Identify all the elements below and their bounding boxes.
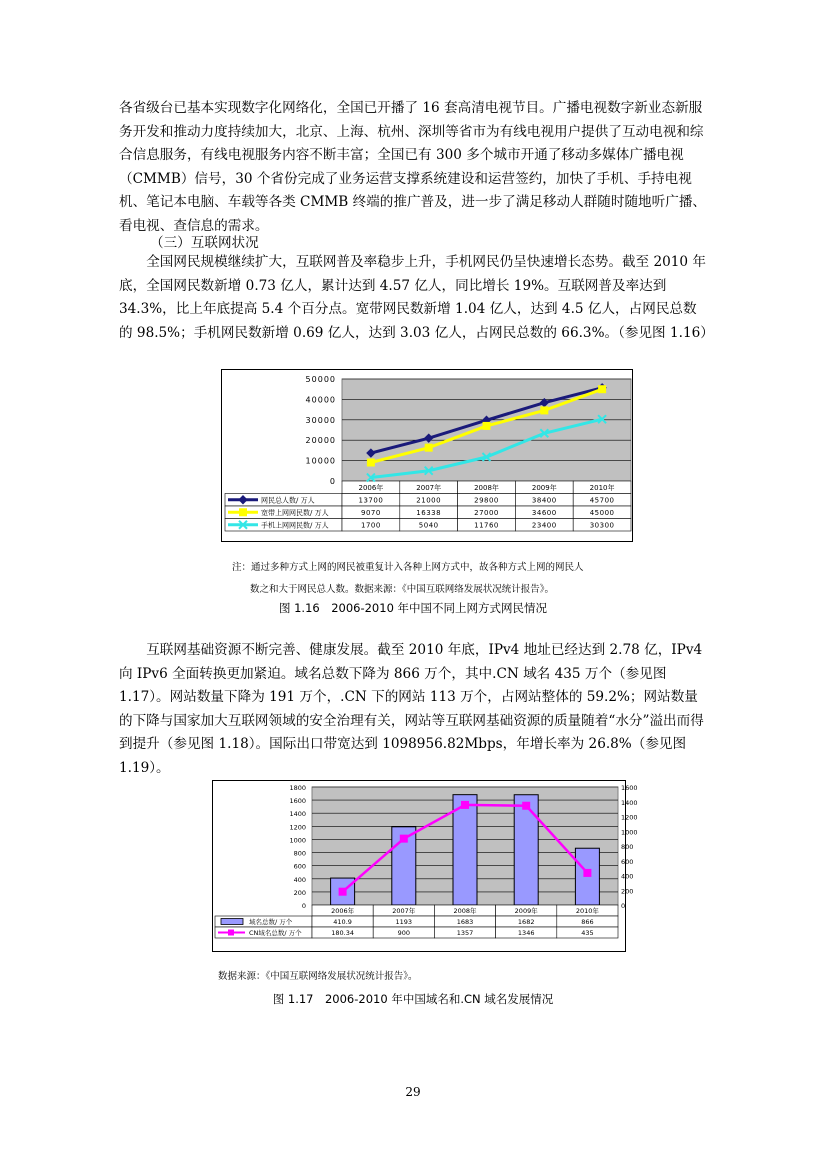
chart1-data-point — [599, 386, 606, 393]
chart2-y-tick-label: 800 — [293, 849, 306, 858]
chart1-legend-label: 宽带上网网民数/ 万人 — [261, 509, 329, 517]
chart1-x-tick-label: 2007年 — [416, 484, 442, 492]
chart2-x-tick-label: 2008年 — [453, 907, 477, 915]
chart2-y2-tick-label: 400 — [621, 872, 634, 881]
chart1-x-tick-label: 2008年 — [474, 484, 499, 492]
chart2-data-point — [339, 888, 347, 896]
chart2-x-tick-label: 2006年 — [331, 907, 355, 915]
chart2-y2-tick-label: 600 — [621, 857, 634, 866]
chart2-y-tick-label: 0 — [301, 902, 306, 910]
chart2-legend-label: CN域名总数/ 万个 — [249, 929, 302, 937]
chart2-y-tick-label: 1200 — [289, 823, 306, 832]
chart1-legend-label: 手机上网网民数/ 万人 — [261, 521, 329, 530]
chart2-table-value: 410.9 — [333, 918, 352, 926]
chart1-data-point — [541, 407, 548, 414]
chart1-table-value: 11760 — [474, 521, 499, 530]
chart1-table-value: 23400 — [531, 521, 557, 530]
chart2-y2-tick-label: 800 — [621, 843, 634, 851]
chart2-legend-label: 域名总数/ 万个 — [249, 918, 293, 926]
chart1-table-value: 1700 — [360, 521, 381, 530]
figure1-caption: 图 1.16 2006-2010 年中国不同上网方式网民情况 — [278, 601, 548, 615]
chart2-data-point — [522, 802, 530, 810]
chart2-legend-marker — [228, 930, 234, 936]
chart2-y-tick-label: 200 — [293, 888, 306, 897]
chart2-table-value: 435 — [581, 929, 594, 937]
page-number: 29 — [405, 1085, 421, 1099]
figure1-note-line2: 数之和大于网民总人数。数据来源：《中国互联网络发展状况统计报告》。 — [250, 584, 555, 595]
chart2-y2-tick-label: 200 — [621, 887, 634, 896]
chart2-y-tick-label: 1400 — [289, 810, 306, 819]
chart1-table-value: 29800 — [474, 496, 499, 505]
chart2-y-tick-label: 600 — [293, 862, 306, 871]
chart2-data-point — [400, 835, 408, 843]
chart2-x-tick-label: 2010年 — [575, 907, 599, 915]
chart2-table-value: 1346 — [517, 929, 535, 937]
chart2-table-value: 1682 — [517, 918, 535, 926]
chart2-y-tick-label: 1600 — [289, 797, 306, 806]
chart2-y2-tick-label: 1200 — [621, 813, 638, 822]
chart2-table-value: 900 — [397, 929, 411, 937]
chart1-y-tick-label: 30000 — [305, 415, 336, 425]
chart2-y2-tick-label: 1600 — [621, 784, 638, 792]
chart2-x-tick-label: 2007年 — [392, 907, 416, 915]
figure2-caption: 图 1.17 2006-2010 年中国域名和.CN 域名发展情况 — [272, 992, 554, 1006]
chart1-x-tick-label: 2010年 — [589, 484, 615, 492]
chart1-x-tick-label: 2006年 — [358, 484, 384, 492]
chart2-table-value: 866 — [581, 918, 594, 926]
chart2-data-point — [461, 801, 469, 809]
chart1-table-value: 30300 — [589, 521, 615, 530]
chart1-y-tick-label: 40000 — [305, 395, 336, 405]
chart1-table-value: 38400 — [531, 496, 557, 505]
chart-internet-users — [221, 369, 633, 542]
chart1-table-value: 45000 — [589, 509, 615, 517]
paragraph-2 — [119, 251, 714, 345]
section-heading: （三）互联网状况 — [150, 235, 259, 251]
paragraph-3-text: 互联网基础资源不断完善、健康发展。截至 2010 年底，IPv4 地址已经达到 2.78 亿，IPv4 向 IPv6 全面转换更加紧迫。域名总数下降为 866 万个，其中.CN 域名 435 万个（参见图 1.17）。网站数量下降为 191 万个，.CN 下的网站 113 万个，占网站整体的 59.2%；网站数量的下降与国家加大互联网领域的安全治理有关，网站等互联网基础资源的质量随着“水分”溢出而得到提升（参见图 1.18）。国际出口带宽达到 1098956.82Mbps，年增长率为 26.8%（参见图 1.19）。 — [119, 642, 704, 776]
chart1-table-value: 27000 — [474, 509, 499, 517]
chart2-bar — [514, 795, 538, 905]
chart1-y-tick-label: 50000 — [305, 375, 336, 384]
chart1-table-value: 13700 — [358, 496, 384, 505]
chart2-y-tick-label: 400 — [293, 875, 306, 884]
paragraph-1 — [119, 97, 709, 238]
chart1-table-value: 9070 — [360, 509, 381, 517]
chart1-legend-label: 网民总人数/ 万人 — [261, 496, 315, 505]
paragraph-1-text: 各省级台已基本实现数字化网络化，全国已开播了 16 套高清电视节目。广播电视数字新业态新服务开发和推动力度持续加大，北京、上海、杭州、深圳等省市为有线电视用户提供了互动电视和综合信息服务，有线电视服务内容不断丰富；全国已有 300 多个城市开通了移动多媒体广播电视（CMMB）信号，30 个省份完成了业务运营支撑系统建设和运营签约，加快了手机、手持电视机、笔记本电脑、车载等各类 CMMB 终端的推广普及，进一步了满足移动人群随时随地听广播、看电视、查信息的需求。 — [119, 100, 707, 234]
chart1-table-value: 16338 — [416, 509, 442, 517]
chart2-table-value: 1357 — [456, 929, 474, 937]
chart2-table-value: 180.34 — [331, 929, 354, 937]
chart1-x-tick-label: 2009年 — [531, 484, 557, 492]
chart2-y-tick-label: 1000 — [289, 836, 306, 845]
chart1-table-value: 5040 — [418, 521, 439, 530]
chart2-legend-swatch — [221, 919, 243, 925]
chart-domain-names — [212, 780, 638, 952]
chart1-data-point — [483, 422, 490, 429]
chart2-data-point — [583, 869, 591, 877]
chart1-y-tick-label: 10000 — [305, 456, 336, 466]
chart1-legend-marker — [240, 509, 247, 516]
chart2-table-value: 1193 — [395, 918, 413, 926]
chart1-table-value: 34600 — [531, 509, 557, 517]
figure2-source: 数据来源：《中国互联网络发展状况统计报告》。 — [218, 971, 418, 982]
chart2-y-tick-label: 1800 — [289, 784, 306, 792]
chart1-table-value: 45700 — [589, 496, 615, 505]
paragraph-2-text: 全国网民规模继续扩大，互联网普及率稳步上升，手机网民仍呈快速增长态势。截至 2010 年底，全国网民数新增 0.73 亿人，累计达到 4.57 亿人，同比增长 19%。互联网普及率达到 34.3%，比上年底提高 5.4 个百分点。宽带网民数新增 1.04 亿人，达到 4.5 亿人，占网民总数的 98.5%；手机网民数新增 0.69 亿人，达到 3.03 亿人，占网民总数的 66.3%。（参见图 1.16） — [119, 254, 714, 341]
chart1-data-point — [425, 444, 432, 451]
chart1-table-value: 21000 — [416, 496, 442, 505]
chart2-table-value: 1683 — [456, 918, 474, 926]
chart2-y2-tick-label: 1400 — [621, 798, 638, 807]
chart2-x-tick-label: 2009年 — [514, 907, 538, 915]
chart2-y2-tick-label: 0 — [621, 902, 626, 910]
chart1-y-tick-label: 0 — [329, 477, 336, 486]
chart2-bar — [453, 795, 477, 905]
paragraph-3 — [119, 639, 709, 780]
chart1-data-point — [367, 459, 374, 466]
chart1-y-tick-label: 20000 — [305, 436, 336, 446]
chart2-y2-tick-label: 1000 — [621, 828, 638, 837]
figure1-note-line1: 注：通过多种方式上网的网民被重复计入各种上网方式中，故各种方式上网的网民人 — [232, 562, 584, 573]
